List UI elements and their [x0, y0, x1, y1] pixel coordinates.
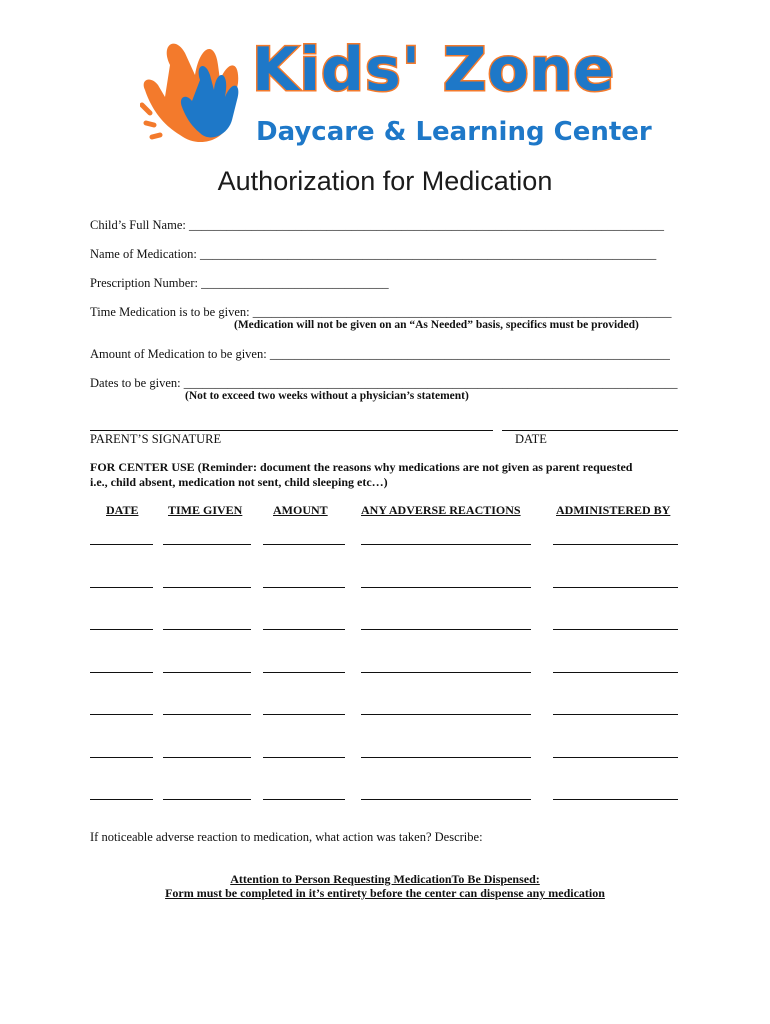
- kids-zone-logo: [140, 35, 652, 155]
- cell-amount[interactable]: [263, 799, 345, 800]
- cell-amount[interactable]: [263, 757, 345, 758]
- amount-field[interactable]: Amount of Medication to be given: ________________________________________________________________: [90, 347, 670, 361]
- medication-name-field[interactable]: Name of Medication: _________________________________________________________________________: [90, 247, 657, 261]
- dates-field[interactable]: Dates to be given: _______________________________________________________________________________: [90, 376, 678, 390]
- column-header-time-given: TIME GIVEN: [168, 503, 243, 517]
- cell-amount[interactable]: [263, 587, 345, 588]
- cell-adverse-reactions[interactable]: [361, 544, 531, 545]
- cell-amount[interactable]: [263, 714, 345, 715]
- center-use-reminder-line2: i.e., child absent, medication not sent, child sleeping etc…): [90, 475, 388, 489]
- cell-adverse-reactions[interactable]: [361, 629, 531, 630]
- cell-time-given[interactable]: [163, 757, 251, 758]
- column-header-administered-by: ADMINISTERED BY: [556, 503, 671, 517]
- logo-tagline: Daycare & Learning Center: [256, 117, 652, 147]
- column-header-adverse-reactions: ANY ADVERSE REACTIONS: [361, 503, 521, 517]
- cell-administered-by[interactable]: [553, 799, 678, 800]
- cell-date[interactable]: [90, 714, 153, 715]
- parent-signature-label: PARENT’S SIGNATURE: [90, 432, 222, 446]
- cell-administered-by[interactable]: [553, 672, 678, 673]
- cell-administered-by[interactable]: [553, 629, 678, 630]
- cell-time-given[interactable]: [163, 629, 251, 630]
- cell-administered-by[interactable]: [553, 757, 678, 758]
- cell-adverse-reactions[interactable]: [361, 587, 531, 588]
- cell-date[interactable]: [90, 757, 153, 758]
- cell-date[interactable]: [90, 799, 153, 800]
- signature-date-line[interactable]: [502, 430, 678, 431]
- child-name-field[interactable]: Child’s Full Name: ____________________________________________________________________________: [90, 218, 664, 232]
- time-given-field[interactable]: Time Medication is to be given: ___________________________________________________________________: [90, 305, 672, 319]
- dates-note: (Not to exceed two weeks without a physician’s statement): [185, 390, 469, 402]
- center-use-reminder-line1: FOR CENTER USE (Reminder: document the reasons why medications are not given as parent requested: [90, 460, 633, 474]
- footer-instruction: Form must be completed in it’s entirety before the center can dispense any medication: [165, 886, 605, 900]
- cell-time-given[interactable]: [163, 714, 251, 715]
- parent-signature-line[interactable]: [90, 430, 493, 431]
- cell-adverse-reactions[interactable]: [361, 672, 531, 673]
- cell-time-given[interactable]: [163, 799, 251, 800]
- cell-date[interactable]: [90, 544, 153, 545]
- cell-adverse-reactions[interactable]: [361, 714, 531, 715]
- footer-attention: Attention to Person Requesting MedicationTo Be Dispensed:: [230, 872, 540, 886]
- page-title: Authorization for Medication: [217, 166, 553, 196]
- cell-administered-by[interactable]: [553, 714, 678, 715]
- column-header-date: DATE: [106, 503, 139, 517]
- column-header-amount: AMOUNT: [273, 503, 328, 517]
- logo-brand-text: Kids' Zone: [252, 35, 616, 105]
- cell-amount[interactable]: [263, 672, 345, 673]
- cell-adverse-reactions[interactable]: [361, 799, 531, 800]
- cell-time-given[interactable]: [163, 672, 251, 673]
- time-given-note: (Medication will not be given on an “As Needed” basis, specifics must be provided): [234, 319, 639, 331]
- prescription-number-field[interactable]: Prescription Number: ______________________________: [90, 276, 389, 290]
- cell-administered-by[interactable]: [553, 544, 678, 545]
- cell-time-given[interactable]: [163, 587, 251, 588]
- cell-date[interactable]: [90, 629, 153, 630]
- cell-amount[interactable]: [263, 629, 345, 630]
- cell-adverse-reactions[interactable]: [361, 757, 531, 758]
- cell-administered-by[interactable]: [553, 587, 678, 588]
- cell-amount[interactable]: [263, 544, 345, 545]
- cell-date[interactable]: [90, 672, 153, 673]
- cell-time-given[interactable]: [163, 544, 251, 545]
- signature-date-label: DATE: [515, 432, 547, 446]
- adverse-reaction-prompt: If noticeable adverse reaction to medication, what action was taken? Describe:: [90, 830, 483, 844]
- cell-date[interactable]: [90, 587, 153, 588]
